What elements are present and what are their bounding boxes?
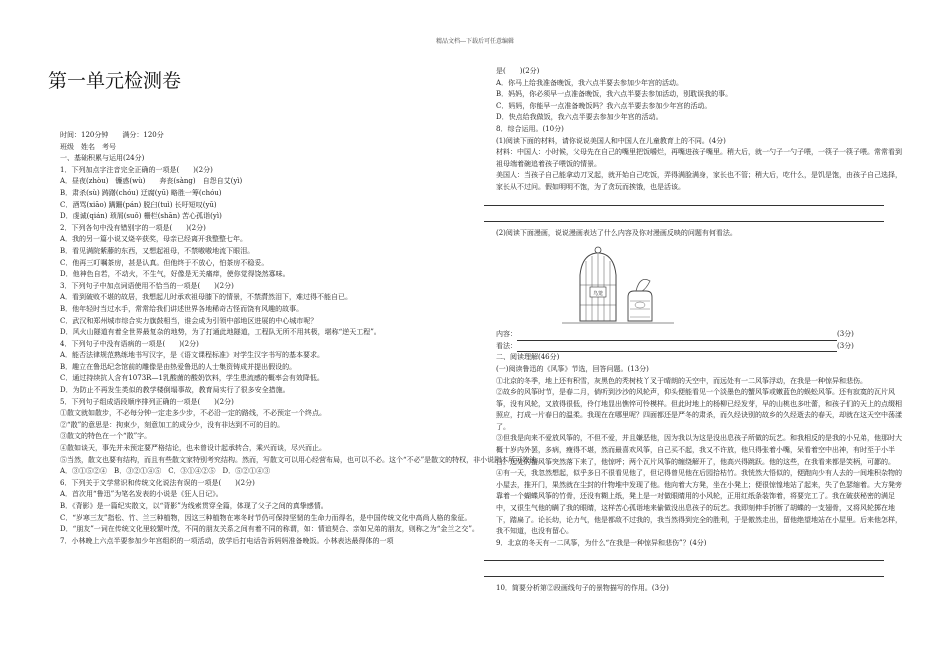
answer-line[interactable] [484,567,884,577]
text-line: D．风火山隧道有着全世界最复杂的地势，为了打通此地隧道，工程队无所不用其极，堪称“逆天工程”。 [60,328,381,337]
text-line: D．快点给我做饭，我六点半要去参加少年宫的活动。 [496,113,663,122]
text-line: 二、阅读理解(46分) [496,353,560,362]
text-line: 5．下列句子组成语段顺序排列正确的一项是( )(2分) [60,397,234,406]
text-line: B．妈妈，你必须早一点准备晚饭，我六点半要去参加活动，别耽误我的事。 [496,90,733,99]
text-line: B．趣立在鲁迅纪念馆前的雕像是由热爱鲁迅的人士集资铸成并提出假设的。 [60,362,297,371]
text-line: ②故乡的风筝时节，是春二月，倘听到沙沙的风轮声，仰头便能看见一个淡墨色的蟹风筝或嫩蓝色的蜈蚣风筝。还有寂寞的瓦片风筝，没有风轮，又放得很低，伶仃地显出憔悴可怜模样。但此时地上的杨柳已经发芽，早的山桃也多吐蕾，和孩子们的天上的点缀相照应，打成一片春日的温柔。我现在在哪里呢？四面都还是严冬的肃杀，而久经诀别的故乡的久经逝去的春天，却就在这天空中荡漾了。 [496,388,902,431]
text-line: 2．下列各句中没有错别字的一项是( )(2分) [60,223,206,232]
text-line: B．他年轻时当过水手，常常给我们讲述世界各地稀奇古怪而饶有风趣的故事。 [60,304,304,313]
view-answer-blank[interactable] [517,343,837,352]
text-line: D．为防止不再发生类似的教学楼倒塌事故，教育局实行了很多安全措施。 [60,386,290,395]
text-line: C．他再三叮嘱茶房，甚是认真。但他终于不放心，怕茶房不稳妥。 [60,258,269,267]
text-line: 6．下列关于文学常识和传统文化说法有误的一项是( )(2分) [60,478,255,487]
text-line: 1．下列加点字注音完全正确的一项是( )(2分) [60,165,213,174]
text-line: ①散文就如散步，不必每分钟一定走多少步，不必沿一定的路线，不必预定一个终点。 [60,409,326,418]
text-line: 班级 姓名 考号 [60,142,116,151]
text-line: ③但我是向来不爱放风筝的，不但不爱，并且嫌恶他，因为我以为这是没出息孩子所做的玩艺。和我相反的是我的小兄弟，他那时大概十岁内外罢，多病，瘦得不堪，然而最喜欢风筝，自己买不起，我又不许放，他只得张着小嘴，呆看着空中出神，有时至于小半日。远处的蟹风筝突然落下来了，他惊呼；两个瓦片风筝的缠绕解开了，他高兴得跳跃。他的这些，在我看来都是笑柄，可鄙的。 [496,434,902,466]
text-line: 美国人：当孩子自己能拿动刀叉起，就开始自己吃饭，弄得满脸满身，家长也不管；稍大后，吃什么，是饥是饱，由孩子自己选择，家长从不过问。假如明明不饱，为了贪玩而挨饿，也是活该。 [496,171,902,191]
text-line: ②“散”的意思是：拘束少，刻意加工的成分少，没有非达到不可的目的。 [60,420,285,429]
right-lines-b [484,352,904,549]
content-score: (3分) [837,330,854,339]
text-line: C．妈妈，你能早一点准备晚饭吗？我六点半要去参加少年宫的活动。 [496,101,712,110]
text-line: ⑤当然，散文也要有结构，而且有些散文家特别考究结构。然而，写散文可以用心经营布局，也可以不必。这个“不必”是散文的特权，非小说剧本所可效法。 [60,455,544,464]
text-line: 材料：中国人：小时候，父母先在自己的嘴里把饭嚼烂，再嘴进孩子嘴里。稍大后，就一勺子一勺子喂，一筷子一筷子喂。常常看到祖母端着碗追着孩子喂饭的情景。 [496,148,902,168]
text-line: (一)阅读鲁迅的《风筝》节选，回答问题。(13分) [496,364,649,373]
view-answer-row [484,341,904,353]
text-line: ③散文的特色在一个“散”字。 [60,432,152,441]
text-line: A．③①⑤②④ B．③②①④⑤ C．③①④②⑤ D．⑤②①④③ [60,467,271,476]
view-score: (3分) [837,341,854,350]
text-line: ①北京的冬季，地上还有积雪，灰黑色的秃树枝丫叉于晴朗的天空中，而远处有一二风筝浮动，在我是一种惊异和悲伤。 [496,376,867,385]
text-line: C．通过持续抗人含有1073R—1乳酸菌的酸奶饮料，学生患流感的概率会有效降低。 [60,374,324,383]
text-line: A．能否法律规范熟练地书写汉字，是《语文课程标准》对学生汉字书写的基本要求。 [60,351,325,360]
text-line: 3．下列句子中加点词语使用不恰当的一项是( )(2分) [60,281,234,290]
text-line: A．你马上给我准备晚饭，我六点半要去参加少年宫的活动。 [496,78,684,87]
text-line: (1)阅读下面的材料，请你说说美国人和中国人在儿童教育上的不同。(4分) [496,136,726,145]
right-lines-a [484,66,904,194]
text-line: A．看到破败不堪的故居，我想起儿时承欢祖母膝下的情景，不禁潸然泪下，难过得不能自已。 [60,293,353,302]
question-10: 10．简要分析第②段画线句子的景物描写的作用。(3分) [496,584,669,593]
content-answer-row [484,329,904,341]
text-line: 一、基础积累与运用(24分) [60,154,145,163]
exam-title: 第一单元检测卷 [48,70,182,92]
text-line: 是( )(2分) [496,67,540,75]
view-label: 看法： [496,341,517,350]
page-header: 精品文档---下载后可任意编辑 [435,38,515,45]
content-label: 内容： [496,330,517,339]
answer-line[interactable] [484,212,884,222]
text-line: B．看见满院紫藤的东西，又想起祖母，不禁嗷嗷地流下眼泪。 [60,246,255,255]
text-line: 4．下列句子中没有语病的一项是( )(2分) [60,339,199,348]
text-line: B．《背影》是一篇纪实散文，以“背影”为线索贯穿全篇，体现了父子之间的真挚感情。 [60,502,328,510]
text-line: A．昼夜(zhòu) 镰惑(wù) 奔丧(sàng) 自怨自艾(yì) [60,177,243,186]
text-line: D．“朋友”一词在传统文化里较繁叶茂，不同的朋友关系之间有着不同的称谓，如：情谊契合、亲如兄弟的朋友，则称之为“金兰之交”。 [60,525,479,534]
text-line: ④有一天，我忽然想起，似乎多日不很看见他了，但记得曾见他在后园拾枯竹。我恍然大悟似的，便跑向少有人去的一间堆积杂物的小屋去，推开门，果然就在尘封的什物堆中发现了他。他向着大方凳，坐在小凳上；便很惊惶地站了起来，失了色瑟缩着。大方凳旁靠着一个蝴蝶风筝的竹骨，还没有糊上纸，凳上是一对做眼睛用的小风轮，正用红纸条装饰着，将要完工了。我在破获秘密的满足中，又很生气他的瞒了我的眼睛，这样苦心孤诣地来偷做没出息孩子的玩艺。我即刻伸手折断了胡蝶的一支翅骨，又将风轮掷在地下，踏扁了。论长幼，论力气，他是都敌不过我的，我当然得到完全的胜利，于是傲然走出，留他绝望地站在小屋里。后来他怎样，我不知道，也没有留心。 [496,469,902,536]
text-line: C．武汉和郑州城市综合实力旗鼓相当，谁会成为引领中部地区进展的中心城市呢？ [60,316,318,325]
text-line: 时间：120分钟 满分：120分 [60,131,164,139]
text-line: C．“岁寒三友”指松、竹、兰三种植物，因这三种植物在寒冬时节仍可保持坚韧的生命力而得名，是中国传统文化中高尚人格的象征。 [60,513,472,522]
answer-line[interactable] [484,196,884,206]
text-line: A．首次用“鲁迅”为笔名发表的小说是《狂人日记》。 [60,490,223,499]
text-line: D．虔诚(qián) 琐屑(suǒ) 栅栏(shān) 苦心孤诣(yì) [60,212,222,221]
text-line: 8．综合运用。(10分) [496,124,564,133]
question-8-2: (2)阅读下面漫画，说说漫画表达了什么内容及你对漫画反映的问题有何看法。 [496,228,737,237]
birdcage-icon [556,245,676,325]
text-line: 7．小林晚上六点半要参加少年宫组织的一项活动，放学后打电话告诉妈妈准备晚饭。小林表达最得体的一项 [60,536,394,545]
content-answer-blank[interactable] [517,332,837,341]
text-line: D．他神色自若，不动火，不生气，好像是无关痛痒，使你觉得饶然寡味。 [60,270,290,279]
cage-label: 鸟笼 [592,291,604,298]
text-line: C．酒骂(xiāo) 蹒跚(pán) 脱臼(tuì) 长吁短叹(yū) [60,200,217,209]
right-column [484,66,904,595]
text-line: 9．北京的冬天有一二风筝，为什么“在我是一种惊异和悲伤”？(4分) [496,538,707,547]
text-line: B．肃杀(sù) 踌躇(chóu) 迂腐(yū) 略胜一筹(chóu) [60,188,222,197]
text-line: A．我的另一篇小说又烧辛获奖，母亲已经离开我整整七年。 [60,235,248,244]
birdcage-cartoon [556,245,904,325]
text-line: ④散如谈天，事先并未预定要严格结论，也未曾设计起承转合，乘兴而谈，尽兴而止。 [60,444,326,453]
answer-line[interactable] [484,551,884,561]
